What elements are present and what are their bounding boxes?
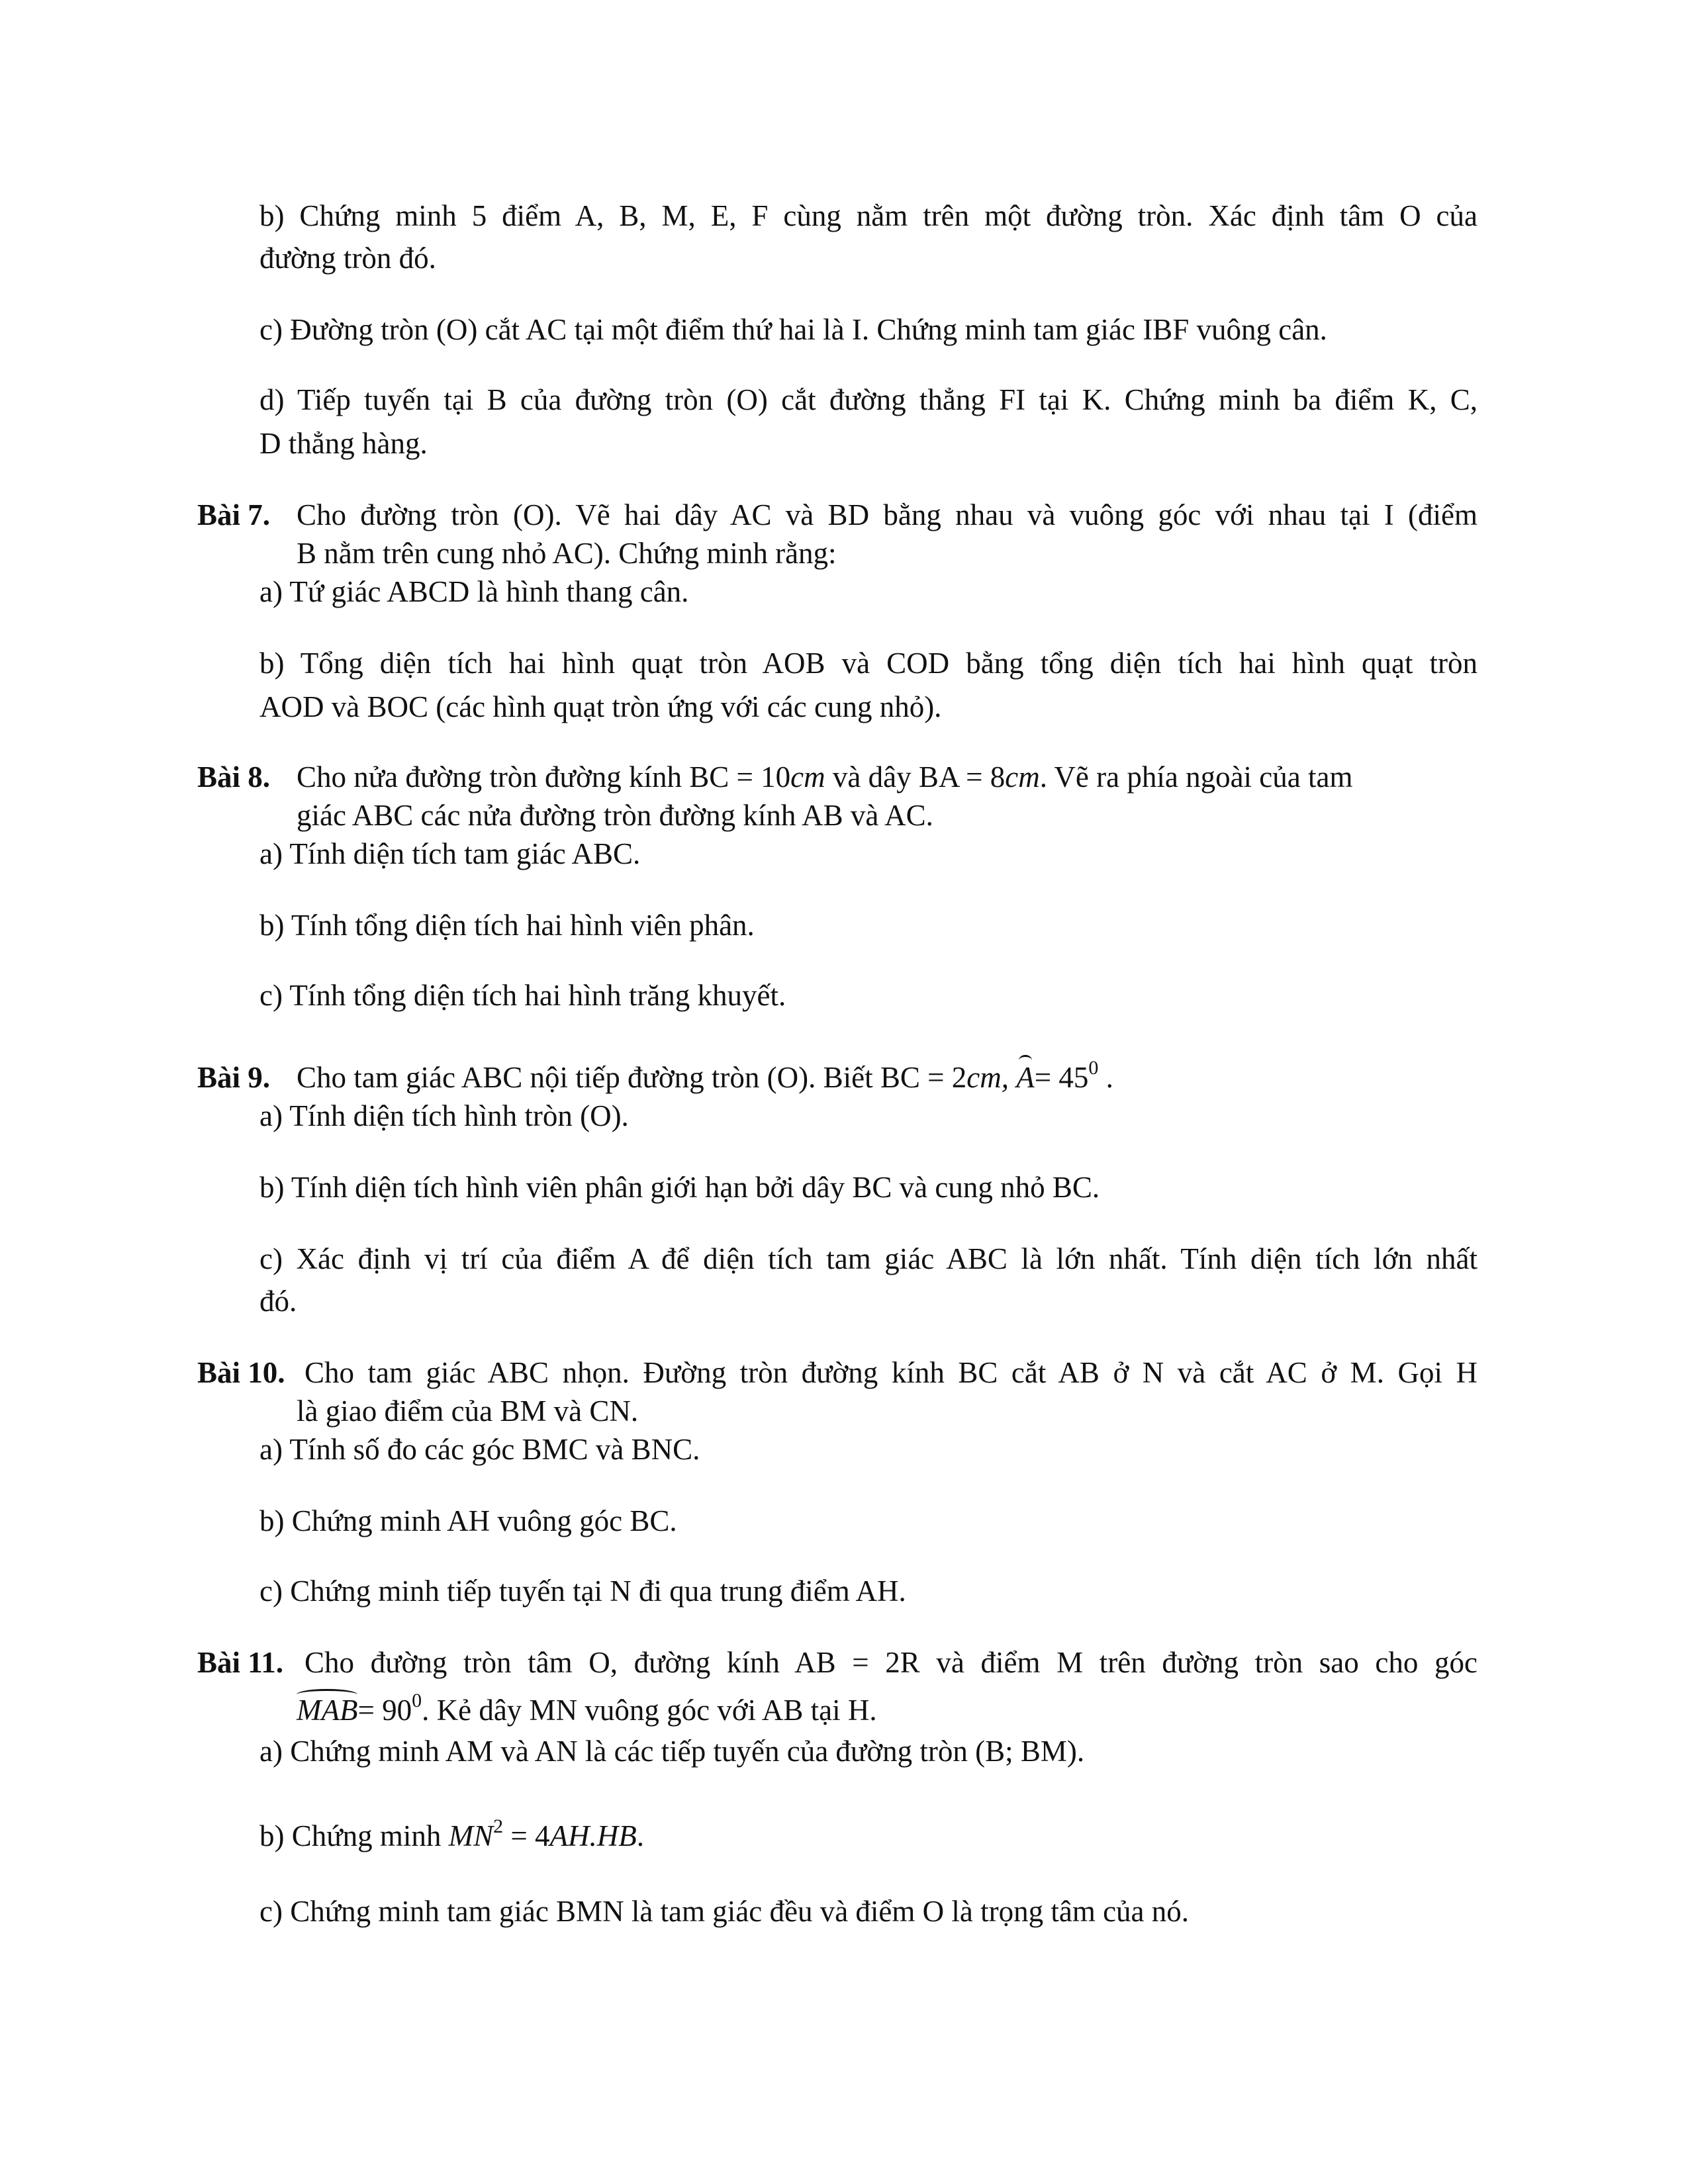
item-b-prev-cont: đường tròn đó. xyxy=(259,242,436,275)
exercise-8-statement xyxy=(297,758,1352,796)
exercise-9-statement xyxy=(297,1059,1113,1100)
exercise-7-item-a: a) Tứ giác ABCD là hình thang cân. xyxy=(259,575,689,608)
formula-product: AH.HB xyxy=(549,1819,637,1852)
exercise-8-unit-2: cm xyxy=(1005,760,1040,794)
item-b-prev: b) Chứng minh 5 điểm A, B, M, E, F cùng nằm trên một đường tròn. Xác định tâm O của xyxy=(259,199,1477,232)
formula-exponent: 2 xyxy=(493,1815,504,1837)
exercise-11-label: Bài 11. xyxy=(197,1646,284,1679)
exercise-11-item-a: a) Chứng minh AM và AN là các tiếp tuyến của đường tròn (B; BM). xyxy=(259,1735,1085,1768)
exercise-10-statement-cont: là giao điểm của BM và CN. xyxy=(297,1394,639,1428)
exercise-11-text-2: . Kẻ dây MN vuông góc với AB tại H. xyxy=(422,1694,877,1727)
exercise-8-text-2: và dây BA = 8 xyxy=(825,760,1006,794)
exercise-11-item-b xyxy=(259,1817,644,1858)
formula-mn: MN xyxy=(448,1819,494,1852)
exercise-9-text-1: Cho tam giác ABC nội tiếp đường tròn (O). Biết BC = 2 xyxy=(297,1061,967,1094)
exercise-9-period: . xyxy=(1105,1061,1113,1094)
exercise-9-item-b: b) Tính diện tích hình viên phân giới hạn bởi dây BC và cung nhỏ BC. xyxy=(259,1171,1100,1204)
formula-period: . xyxy=(636,1819,645,1852)
exercise-11-statement: Cho đường tròn tâm O, đường kính AB = 2R và điểm M trên đường tròn sao cho góc xyxy=(305,1646,1477,1679)
exercise-8-label: Bài 8. xyxy=(197,760,271,794)
item-d-prev: d) Tiếp tuyến tại B của đường tròn (O) cắt đường thẳng FI tại K. Chứng minh ba điểm K, C, xyxy=(259,383,1477,416)
exercise-11-statement-cont xyxy=(297,1692,877,1733)
exercise-11-item-c: c) Chứng minh tam giác BMN là tam giác đều và điểm O là trọng tâm của nó. xyxy=(259,1895,1190,1928)
exercise-10-item-b: b) Chứng minh AH vuông góc BC. xyxy=(259,1504,677,1537)
exercise-8-item-c: c) Tính tổng diện tích hai hình trăng khuyết. xyxy=(259,979,786,1012)
angle-mab-symbol: MAB xyxy=(297,1692,357,1729)
exercise-8-item-a: a) Tính diện tích tam giác ABC. xyxy=(259,837,641,870)
exercise-8-text-1: Cho nửa đường tròn đường kính BC = 10 xyxy=(297,760,791,794)
angle-a-symbol: A xyxy=(1016,1059,1035,1096)
exercise-11-angle-value: = 90 xyxy=(357,1694,412,1727)
exercise-9-label: Bài 9. xyxy=(197,1061,271,1094)
exercise-7-statement-cont: B nằm trên cung nhỏ AC). Chứng minh rằng: xyxy=(297,537,837,570)
exercise-10-item-c: c) Chứng minh tiếp tuyến tại N đi qua trung điểm AH. xyxy=(259,1574,906,1608)
degree-superscript: 0 xyxy=(1088,1057,1099,1079)
exercise-7-statement: Cho đường tròn (O). Vẽ hai dây AC và BD bằng nhau và vuông góc với nhau tại I (điểm xyxy=(297,498,1477,531)
exercise-10-statement: Cho tam giác ABC nhọn. Đường tròn đường kính BC cắt AB ở N và cắt AC ở M. Gọi H xyxy=(305,1356,1477,1389)
exercise-10-label: Bài 10. xyxy=(197,1356,285,1389)
exercise-9-angle-value: = 45 xyxy=(1034,1061,1089,1094)
item-c-prev: c) Đường tròn (O) cắt AC tại một điểm thứ hai là I. Chứng minh tam giác IBF vuông cân. xyxy=(259,313,1327,346)
exercise-7-item-b-cont: AOD và BOC (các hình quạt tròn ứng với các cung nhỏ). xyxy=(259,690,942,723)
item-d-prev-cont: D thẳng hàng. xyxy=(259,427,428,460)
exercise-9-unit: cm, xyxy=(966,1061,1009,1094)
exercise-9-item-c: c) Xác định vị trí của điểm A để diện tích tam giác ABC là lớn nhất. Tính diện tích lớn nhất xyxy=(259,1242,1477,1275)
exercise-8-statement-cont: giác ABC các nửa đường tròn đường kính AB và AC. xyxy=(297,799,933,832)
exercise-9-item-a: a) Tính diện tích hình tròn (O). xyxy=(259,1099,629,1132)
exercise-8-item-b: b) Tính tổng diện tích hai hình viên phân. xyxy=(259,909,755,942)
degree-superscript-2: 0 xyxy=(412,1690,422,1711)
exercise-8-text-3: . Vẽ ra phía ngoài của tam xyxy=(1039,760,1353,794)
exercise-7-label: Bài 7. xyxy=(197,498,271,531)
exercise-10-item-a: a) Tính số đo các góc BMC và BNC. xyxy=(259,1433,700,1466)
formula-equals: = 4 xyxy=(503,1819,550,1852)
exercise-11-item-b-text: b) Chứng minh xyxy=(259,1819,449,1852)
exercise-7-item-b: b) Tổng diện tích hai hình quạt tròn AOB và COD bằng tổng diện tích hai hình quạt tròn xyxy=(259,647,1477,680)
exercise-9-item-c-cont: đó. xyxy=(259,1285,297,1318)
exercise-8-unit-1: cm xyxy=(790,760,825,794)
